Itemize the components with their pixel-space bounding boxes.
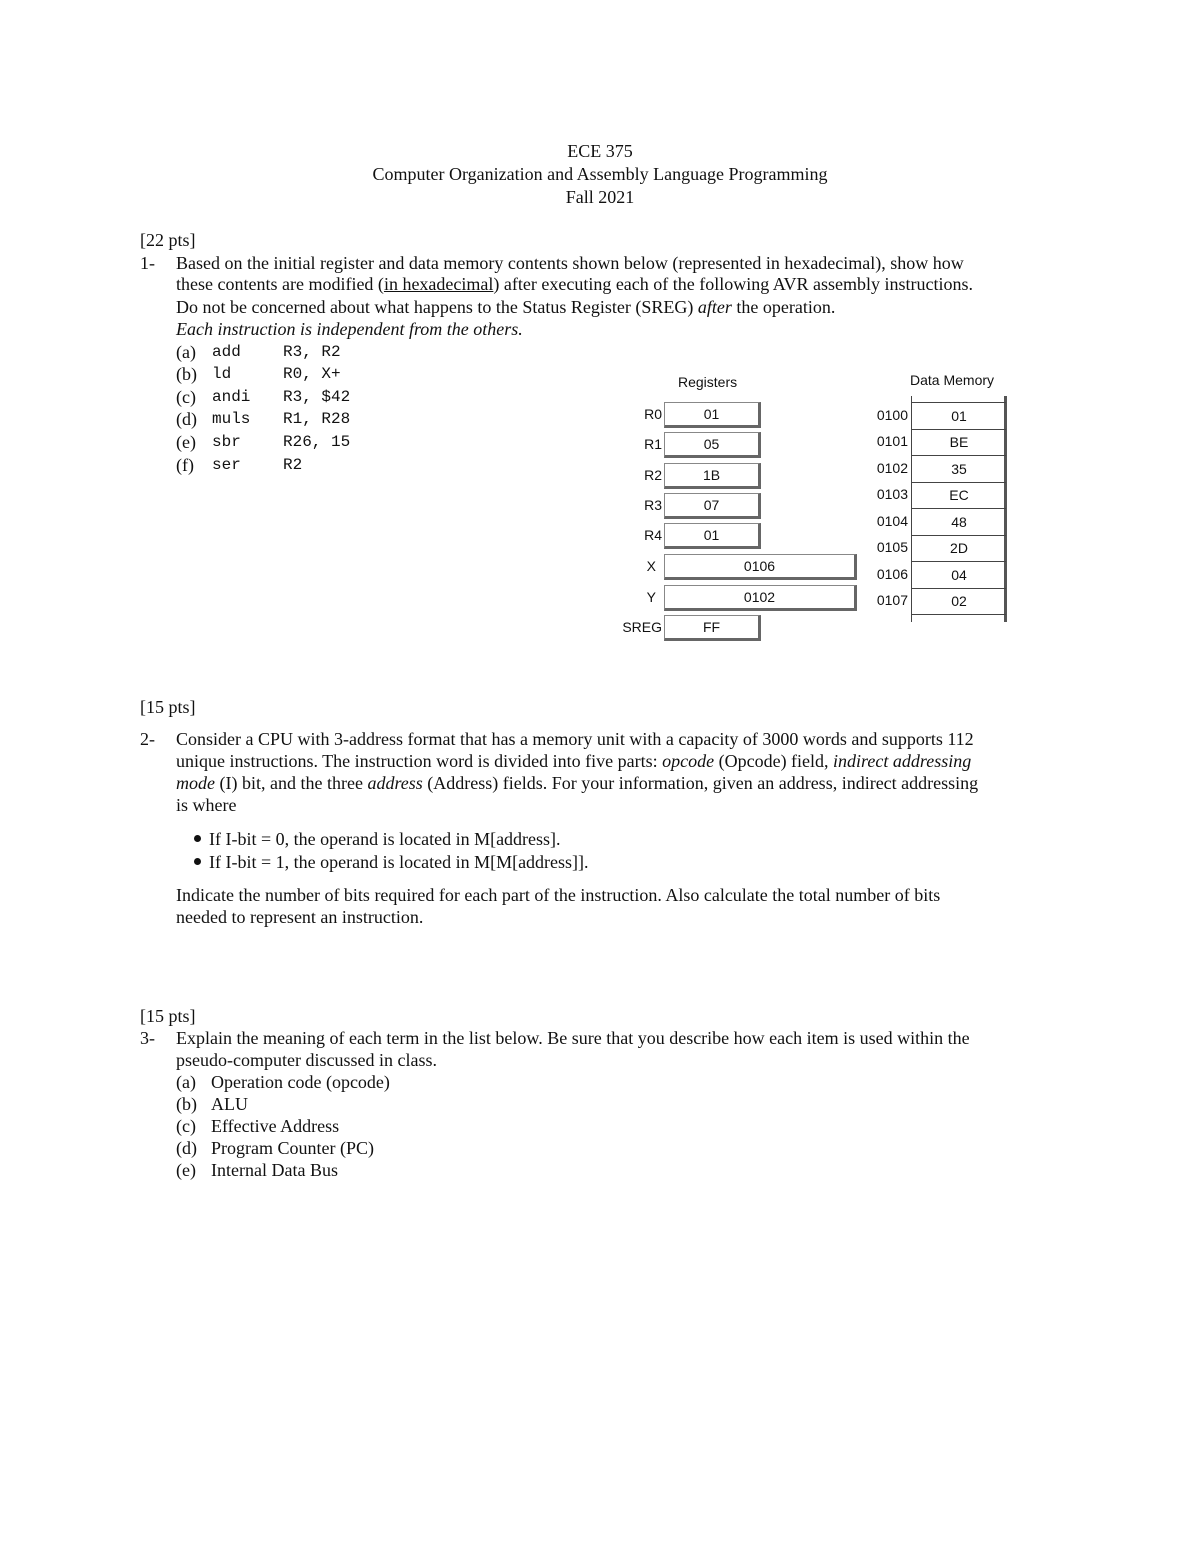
q1-line4: Each instruction is independent from the others. — [176, 319, 523, 339]
q2-line1: Consider a CPU with 3-address format that has a memory unit with a capacity of 3000 words and supports 112 — [176, 729, 974, 749]
memory-address: 0103 — [876, 486, 908, 502]
register-label: SREG — [622, 619, 662, 635]
q1-line2: these contents are modified (in hexadecimal) after executing each of the following AVR assembly instructions. — [176, 274, 973, 294]
q2-number: 2- — [140, 729, 155, 749]
register-label: R1 — [644, 436, 662, 452]
memory-bottom-line — [912, 614, 1006, 615]
q3-item: (c) Effective Address — [176, 1116, 340, 1136]
q3-points: [15 pts] — [140, 1006, 196, 1026]
q3-item: (e) Internal Data Bus — [176, 1160, 338, 1180]
memory-value: 02 — [912, 588, 1006, 615]
bullet-dot-icon — [194, 858, 201, 865]
q1-line3: Do not be concerned about what happens to the Status Register (SREG) after the operation. — [176, 297, 836, 317]
register-label: R0 — [644, 406, 662, 422]
memory-value: 01 — [912, 402, 1006, 429]
q3-item: (d) Program Counter (PC) — [176, 1138, 374, 1158]
q1-points: [22 pts] — [140, 230, 196, 250]
memory-address: 0100 — [876, 407, 908, 423]
register-value: 1B — [664, 463, 761, 489]
instruction-item: (c) andi R3, $42 — [176, 387, 351, 407]
q2-line2: unique instructions. The instruction word is divided into five parts: opcode (Opcode) field, indirect addressing — [176, 751, 972, 771]
memory-address: 0105 — [876, 539, 908, 555]
register-value: 01 — [664, 402, 761, 428]
q2-points: [15 pts] — [140, 697, 196, 717]
term: Fall 2021 — [565, 187, 635, 207]
register-label: R3 — [644, 497, 662, 513]
course-number: ECE 375 — [567, 141, 633, 161]
memory-value: BE — [912, 429, 1006, 456]
q2-line4: is where — [176, 795, 237, 815]
memory-value: EC — [912, 482, 1006, 509]
q3-item: (a) Operation code (opcode) — [176, 1072, 390, 1092]
q2-line3: mode (I) bit, and the three address (Address) fields. For your information, given an address, indirect addressing — [176, 773, 979, 793]
instruction-item: (e) sbr R26, 15 — [176, 432, 351, 452]
register-value: 0102 — [664, 585, 857, 611]
q3-line2: pseudo-computer discussed in class. — [176, 1050, 437, 1070]
q1-line1: Based on the initial register and data memory contents shown below (represented in hexadecimal), show how — [176, 253, 964, 273]
instruction-item: (f) ser R2 — [176, 455, 303, 475]
course-title: Computer Organization and Assembly Language Programming — [372, 164, 828, 184]
q1-underlined-text: in hexadecimal — [383, 274, 494, 294]
register-value: 05 — [664, 432, 761, 458]
memory-address: 0107 — [876, 592, 908, 608]
memory-address: 0102 — [876, 460, 908, 476]
memory-value: 2D — [912, 535, 1006, 562]
register-value: 0106 — [664, 554, 857, 580]
registers-title: Registers — [678, 374, 738, 390]
q1-number: 1- — [140, 253, 155, 273]
bullet-dot-icon — [194, 835, 201, 842]
register-label: R4 — [644, 527, 662, 543]
register-value: FF — [664, 615, 761, 641]
memory-address: 0101 — [876, 433, 908, 449]
q3-line1: Explain the meaning of each term in the list below. Be sure that you describe how each item is used within the — [176, 1028, 970, 1048]
register-label: Y — [646, 589, 656, 605]
memory-address: 0104 — [876, 513, 908, 529]
memory-value: 48 — [912, 508, 1006, 535]
memory-title: Data Memory — [910, 372, 995, 388]
instruction-item: (d) muls R1, R28 — [176, 409, 351, 429]
instruction-item: (a) add R3, R2 — [176, 342, 341, 362]
register-label: X — [646, 558, 656, 574]
q2-bullet: If I-bit = 1, the operand is located in M[M[address]]. — [194, 852, 589, 873]
q3-item: (b) ALU — [176, 1094, 248, 1114]
register-label: R2 — [644, 467, 662, 483]
q2-line5: Indicate the number of bits required for each part of the instruction. Also calculate the total number of bits — [176, 885, 941, 905]
instruction-item: (b) ld R0, X+ — [176, 364, 341, 384]
memory-value: 04 — [912, 561, 1006, 588]
q3-number: 3- — [140, 1028, 155, 1048]
memory-address: 0106 — [876, 566, 908, 582]
q2-line6: needed to represent an instruction. — [176, 907, 424, 927]
memory-value: 35 — [912, 455, 1006, 482]
register-value: 01 — [664, 523, 761, 549]
q2-bullet: If I-bit = 0, the operand is located in M[address]. — [194, 829, 561, 850]
register-value: 07 — [664, 493, 761, 519]
